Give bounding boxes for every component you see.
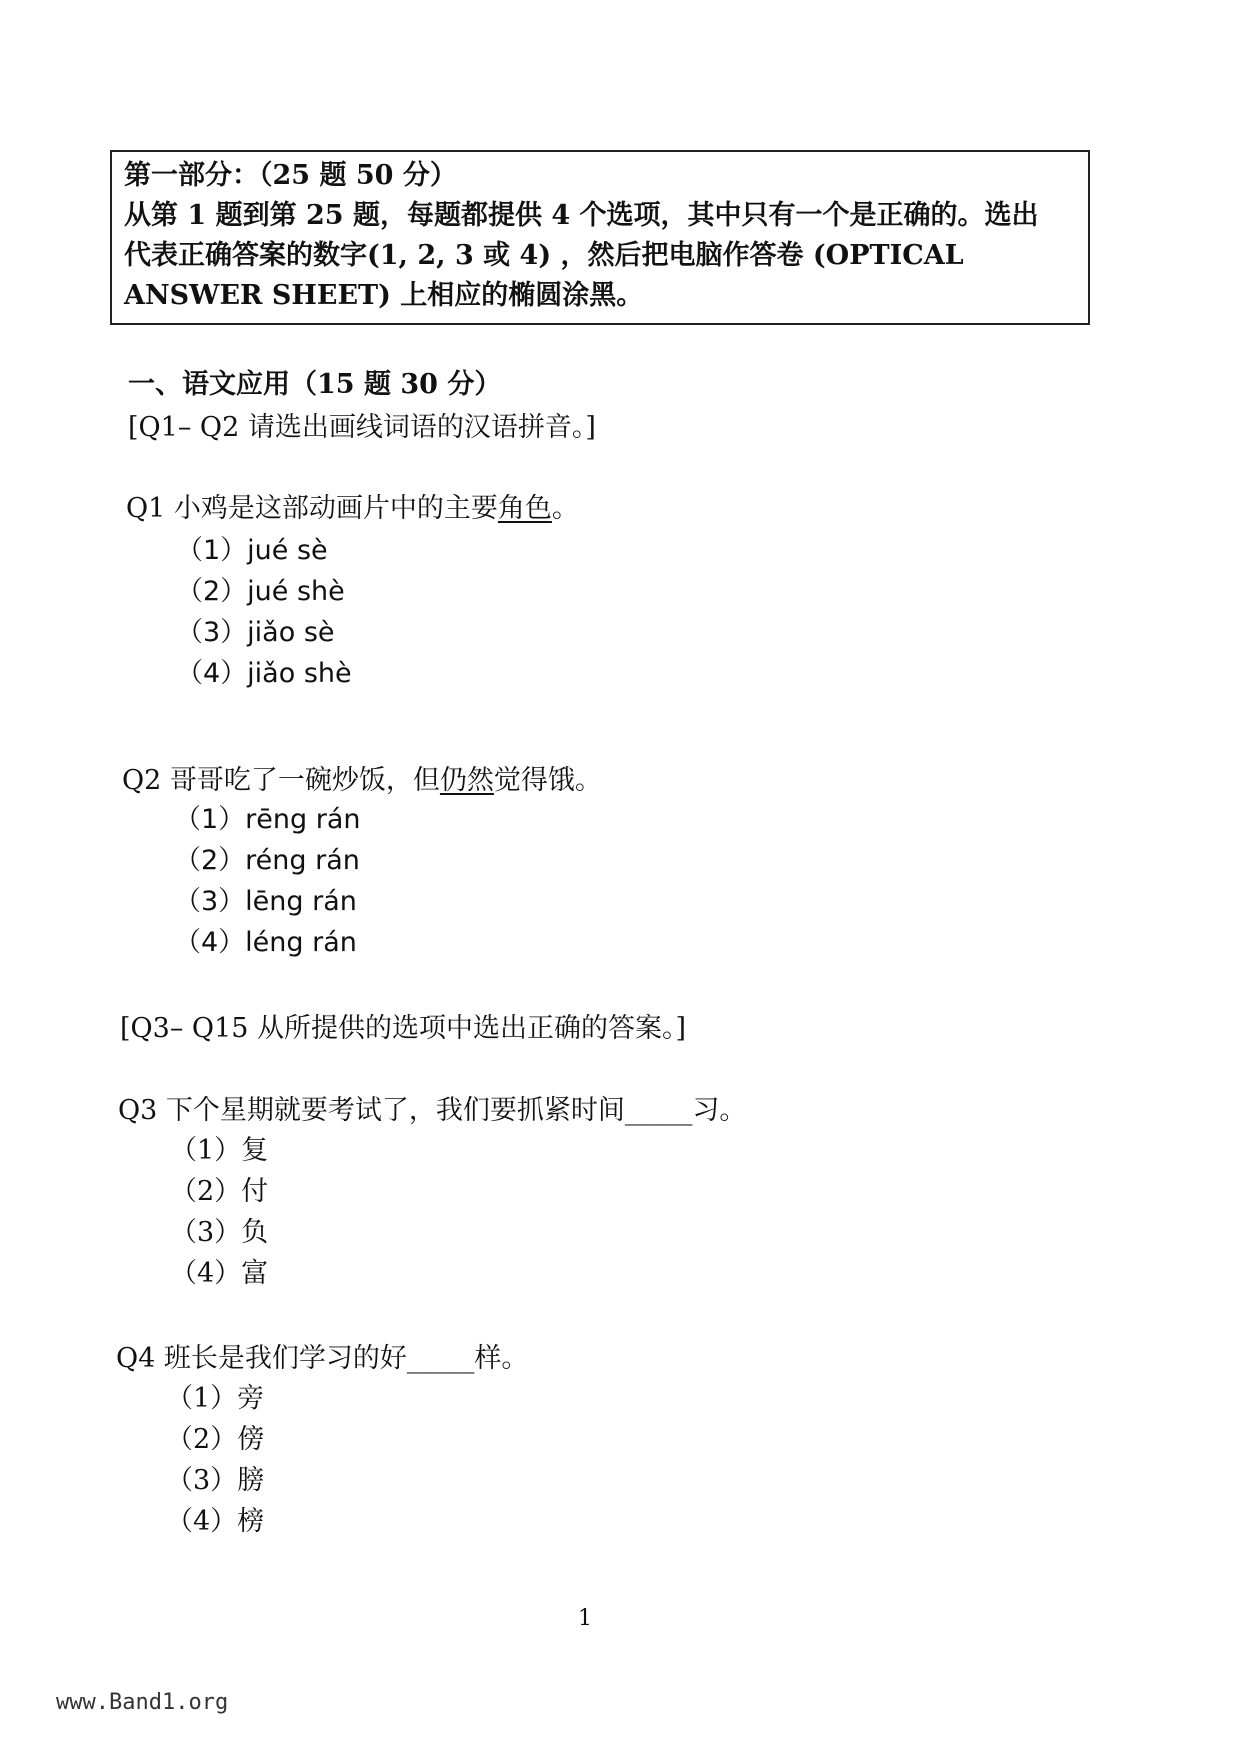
question-q3 [118,1088,746,1127]
option-q1-3: （3）jiǎo sè [176,617,335,648]
option-q1-1: （1）jué sè [176,535,328,566]
option-q2-3: （3）lēng rán [174,886,357,917]
question-text-before: 哥哥吃了一碗炒饭，但 [169,765,440,796]
question-number: Q3 [118,1095,158,1126]
instructions-box [110,150,1090,325]
option-q3-4: （4）富 [170,1258,269,1289]
question-number: Q1 [126,493,166,524]
instructions-line-1: 从第 1 题到第 25 题，每题都提供 4 个选项，其中只有一个是正确的。选出 [124,200,1039,231]
option-q4-4: （4）榜 [166,1506,265,1537]
part-heading: 第一部分：（25 题 50 分） [124,160,457,191]
option-q1-4: （4）jiǎo shè [176,658,352,689]
option-q3-2: （2）付 [170,1176,269,1207]
option-q4-3: （3）膀 [166,1465,265,1496]
question-q4 [116,1336,528,1375]
question-text-after: 。 [551,493,579,524]
question-number: Q4 [116,1343,156,1374]
option-q3-3: （3）负 [170,1217,269,1248]
question-text-before: 小鸡是这部动画片中的主要 [173,493,498,524]
option-q2-2: （2）réng rán [174,845,360,876]
instructions-line-3: ANSWER SHEET) 上相应的椭圆涂黑。 [124,280,644,311]
question-q2 [122,758,602,797]
option-q3-1: （1）复 [170,1135,269,1166]
option-q2-1: （1）rēng rán [174,804,361,835]
option-q2-4: （4）léng rán [174,927,357,958]
underlined-word: 角色 [497,493,552,524]
page-number: 1 [578,1606,592,1631]
question-text: 班长是我们学习的好_____样。 [163,1343,529,1374]
footer-url: www.Band1.org [56,1690,229,1715]
note-q3-q15: [Q3– Q15 从所提供的选项中选出正确的答案。] [120,1013,687,1044]
option-q4-1: （1）旁 [166,1383,265,1414]
underlined-word: 仍然 [439,765,494,796]
section-title: 一、语文应用（15 题 30 分） [128,369,502,400]
option-q1-2: （2）jué shè [176,576,345,607]
note-q1-q2: [Q1– Q2 请选出画线词语的汉语拼音。] [128,412,596,443]
question-q1 [126,486,579,525]
instructions-line-2: 代表正确答案的数字(1, 2, 3 或 4) ，然后把电脑作答卷 (OPTICAL [124,240,964,271]
option-q4-2: （2）傍 [166,1424,265,1455]
question-number: Q2 [122,765,162,796]
question-text-after: 觉得饿。 [493,765,602,796]
question-text: 下个星期就要考试了，我们要抓紧时间_____习。 [165,1095,747,1126]
